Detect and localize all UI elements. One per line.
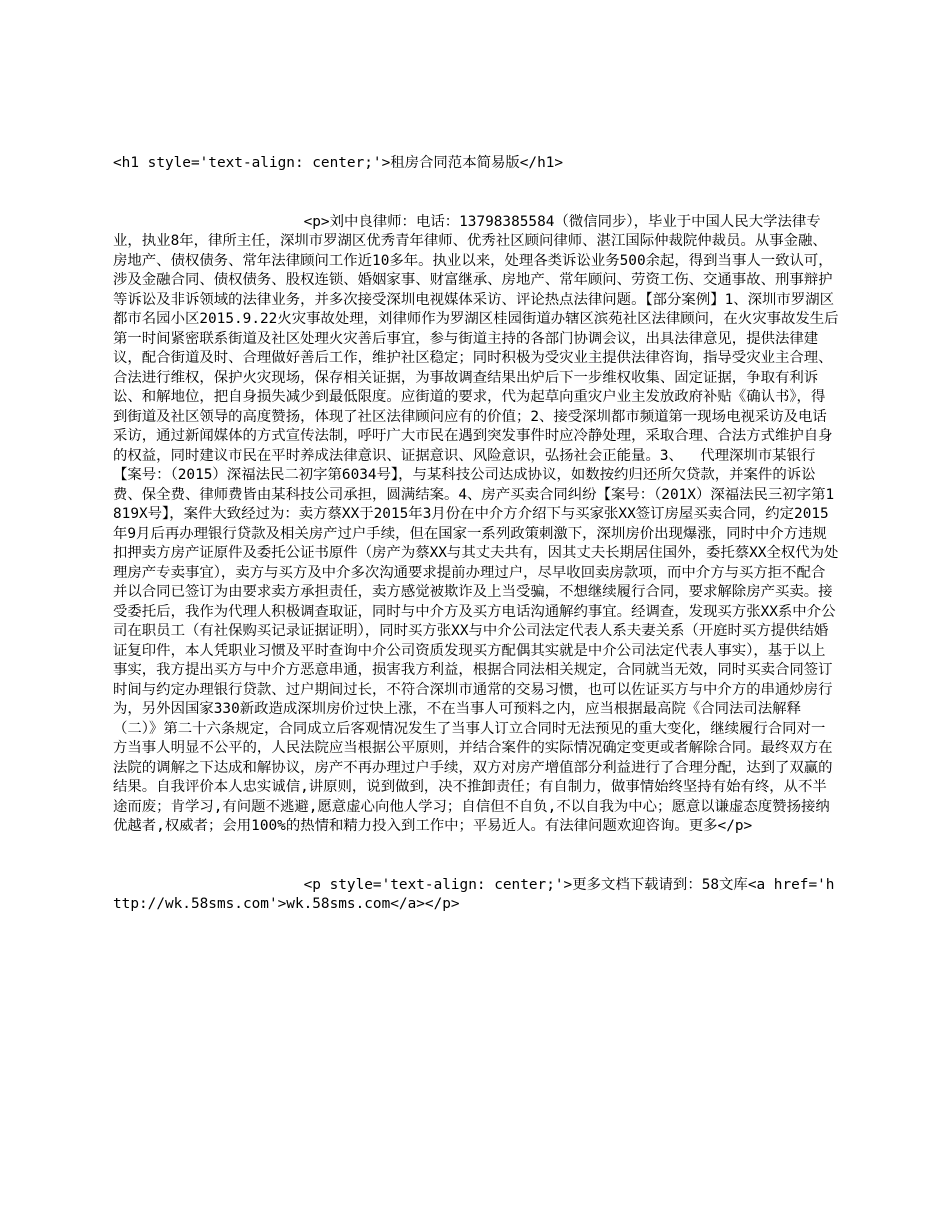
title-source-line: <h1 style='text-align: center;'>租房合同范本简易版</h1> xyxy=(113,155,564,171)
paragraph-indent xyxy=(113,877,304,893)
download-note-paragraph xyxy=(113,876,839,915)
paragraph-indent xyxy=(113,214,304,230)
download-note-text: <p style='text-align: center;'>更多文档下载请到：58文库<a href='http://wk.58sms.com'>wk.58sms.com</a></p> xyxy=(113,876,835,912)
lawyer-profile-paragraph xyxy=(113,213,839,837)
document-body xyxy=(113,115,839,954)
lawyer-profile-text: <p>刘中良律师：电话：13798385584（微信同步），毕业于中国人民大学法律专业，执业8年，律所主任，深圳市罗湖区优秀青年律师、优秀社区顾问律师、湛江国际仲裁院仲裁员。从事金融、房地产、债权债务、常年法律顾问工作近10多年。执业以来，处理各类诉讼业务500余起，得到当事人一致认可，涉及金融合同、债权债务、股权连锁、婚姻家事、财富继承、房地产、常年顾问、劳资工伤、交通事故、刑事辩护等诉讼及非诉领域的法律业务，并多次接受深圳电视媒体采访、评论热点法律问题。【部分案例】1、深圳市罗湖区都市名园小区2015.9.22火灾事故处理，刘律师作为罗湖区桂园街道办辖区滨苑社区法律顾问，在火灾事故发生后第一时间紧密联系街道及社区处理火灾善后事宜，参与街道主持的各部门协调会议，出具法律意见，提供法律建议，配合街道及时、合理做好善后工作，维护社区稳定；同时积极为受灾业主提供法律咨询，指导受灾业主合理、合法进行维权，保护火灾现场，保存相关证据，为事故调查结果出炉后下一步维权收集、固定证据，争取有利诉讼、和解地位，把自身损失减少到最低限度。应街道的要求，代为起草向重灾户业主发放政府补贴《确认书》，得到街道及社区领导的高度赞扬，体现了社区法律顾问应有的价值；2、接受深圳都市频道第一现场电视采访及电话采访，通过新闻媒体的方式宣传法制，呼吁广大市民在遇到突发事件时应冷静处理，采取合理、合法方式维护自身的权益，同时建议市民在平时养成法律意识、证据意识、风险意识，弘扬社会正能量。3、 代理深圳市某银行【案号：（2015）深福法民二初字第6034号】，与某科技公司达成协议，如数按约归还所欠贷款，并案件的诉讼费、保全费、律师费皆由某科技公司承担，圆满结案。4、房产买卖合同纠纷【案号：（201X）深福法民三初字第1819X号】，案件大致经过为：卖方蔡XX于2015年3月份在中介方介绍下与买家张XX签订房屋买卖合同，约定2015年9月后再办理银行贷款及相关房产过户手续，但在国家一系列政策刺激下，深圳房价出现爆涨，同时中介方违规扣押卖方房产证原件及委托公证书原件（房产为蔡XX与其丈夫共有，因其丈夫长期居住国外，委托蔡XX全权代为处理房产专卖事宜），卖方与买方及中介多次沟通要求提前办理过户，尽早收回卖房款项，而中介方与买方拒不配合并以合同已签订为由要求卖方承担责任，卖方感觉被欺诈及上当受骗，不想继续履行合同，要求解除房产买卖。接受委托后，我作为代理人积极调查取证，同时与中介方及买方电话沟通解约事宜。经调查，发现买方张XX系中介公司在职员工（有社保购买记录证据证明），同时买方张XX与中介公司法定代表人系夫妻关系（开庭时买方提供结婚证复印件，本人凭职业习惯及平时查询中介公司资质发现买方配偶其实就是中介公司法定代表人事实），基于以上事实，我方提出买方与中介方恶意串通，损害我方利益，根据合同法相关规定，合同就当无效，同时买卖合同签订时间与约定办理银行贷款、过户期间过长，不符合深圳市通常的交易习惯，也可以佐证买方与中介方的串通炒房行为，另外因国家330新政造成深圳房价过快上涨，不在当事人可预料之内，应当根据最高院《合同法司法解释（二）》第二十六条规定，合同成立后客观情况发生了当事人订立合同时无法预见的重大变化，继续履行合同对一方当事人明显不公平的，人民法院应当根据公平原则，并结合案件的实际情况确定变更或者解除合同。最终双方在法院的调解之下达成和解协议，房产不再办理过户手续，双方对房产增值部分利益进行了合理分配，达到了双赢的结果。自我评价本人忠实诚信,讲原则，说到做到，决不推卸责任；有自制力，做事情始终坚持有始有终，从不半途而废；肯学习,有问题不逃避,愿意虚心向他人学习；自信但不自负,不以自我为中心；愿意以谦虚态度赞扬接纳优越者,权威者；会用100%的热情和精力投入到工作中；平易近人。有法律问题欢迎咨询。更多</p> xyxy=(113,213,839,834)
